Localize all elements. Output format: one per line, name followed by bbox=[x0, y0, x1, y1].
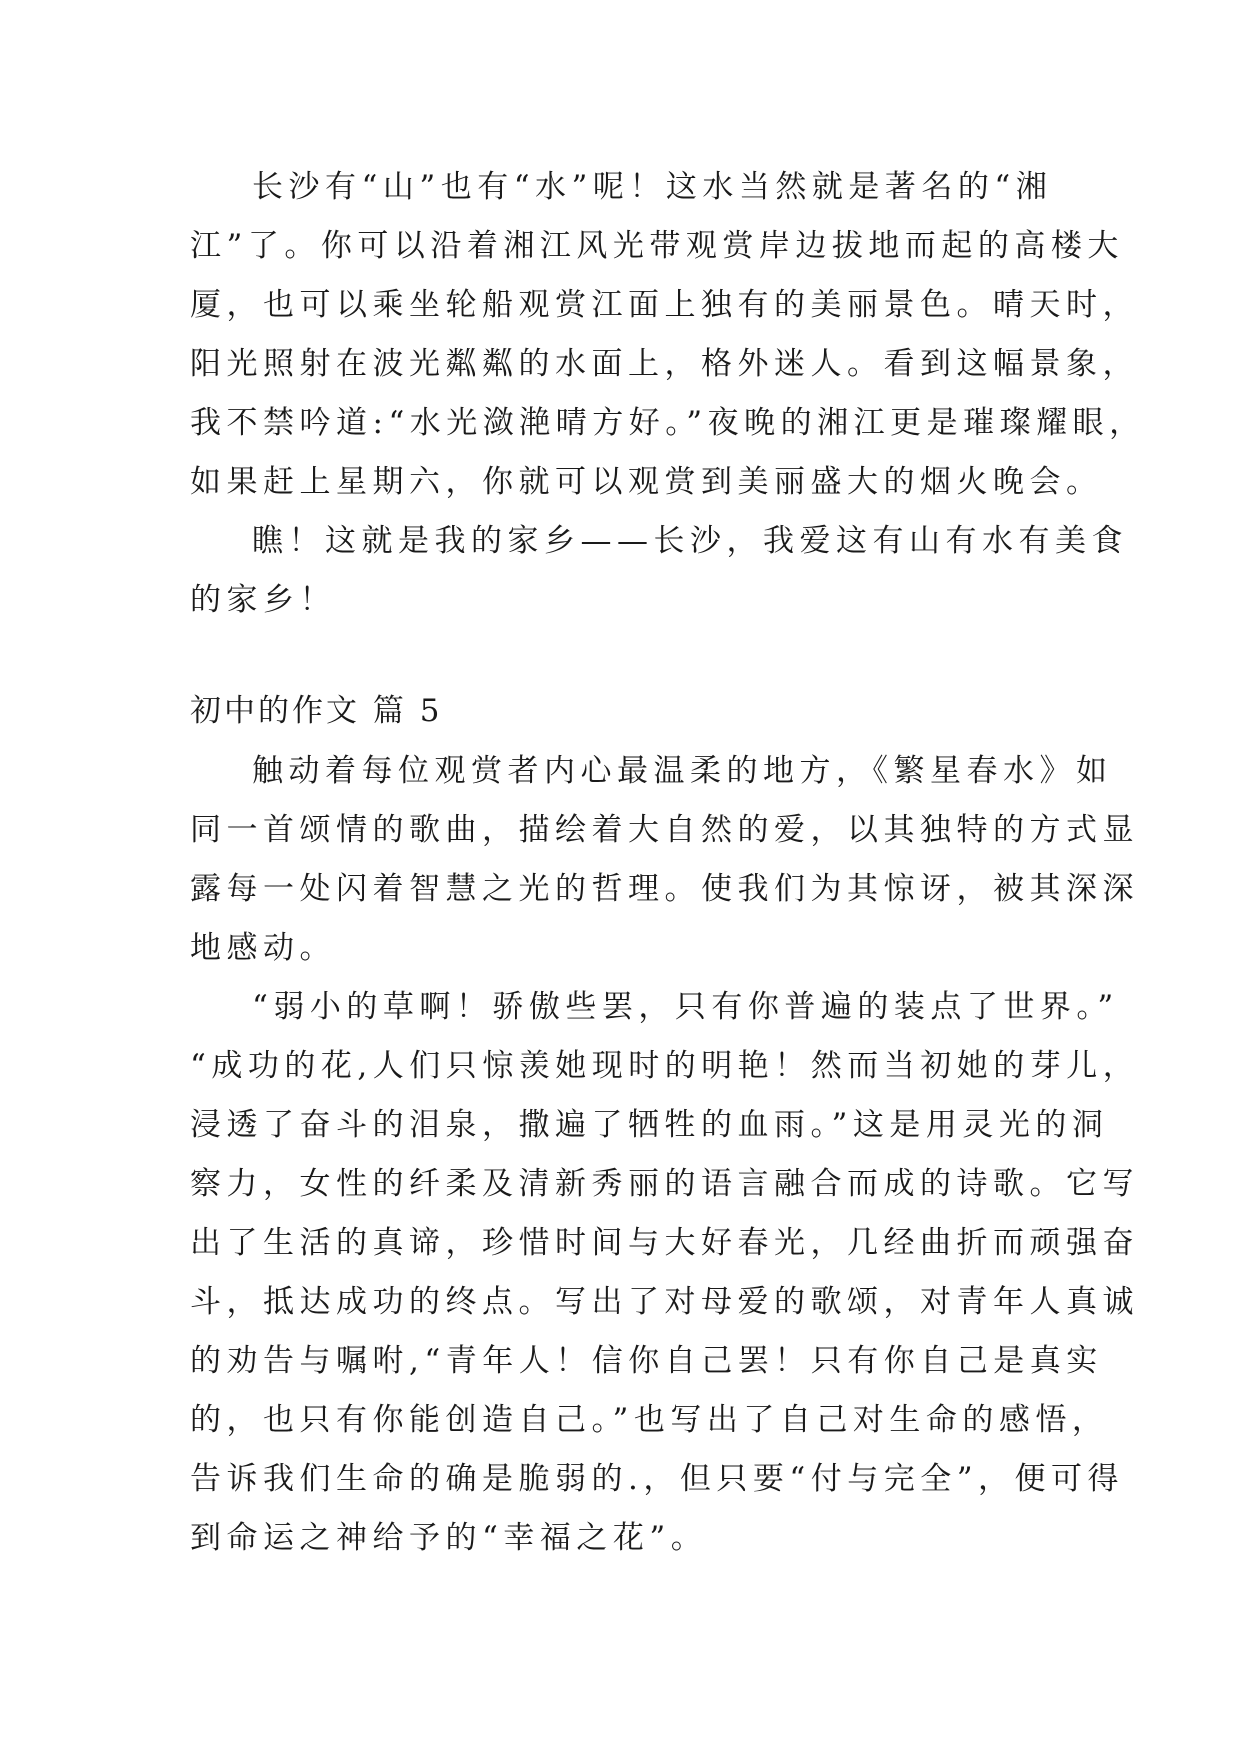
text-line: 到命运之神给予的“幸福之花”。 bbox=[190, 1520, 708, 1556]
text-line: 厦，也可以乘坐轮船观赏江面上独有的美丽景色。晴天时， bbox=[190, 287, 1139, 323]
text-line: 露每一处闪着智慧之光的哲理。使我们为其惊讶，被其深深 bbox=[190, 871, 1139, 907]
text-line: 我不禁吟道:“水光潋滟晴方好。”夜晚的湘江更是璀璨耀眼， bbox=[190, 405, 1146, 441]
section-heading: 初中的作文 篇 5 bbox=[190, 693, 443, 729]
text-line: 浸透了奋斗的泪泉，撒遍了牺牲的血雨。”这是用灵光的洞 bbox=[190, 1107, 1109, 1143]
text-line: 出了生活的真谛，珍惜时间与大好春光，几经曲折而顽强奋 bbox=[190, 1225, 1139, 1261]
text-line: 如果赶上星期六，你就可以观赏到美丽盛大的烟火晚会。 bbox=[190, 464, 1103, 500]
text-line: 斗，抵达成功的终点。写出了对母爱的歌颂，对青年人真诚 bbox=[190, 1284, 1139, 1320]
text-line: 察力，女性的纤柔及清新秀丽的语言融合而成的诗歌。它写 bbox=[190, 1166, 1139, 1202]
text-line: “成功的花,人们只惊羡她现时的明艳！然而当初她的芽儿， bbox=[190, 1048, 1140, 1084]
text-line: 同一首颂情的歌曲，描绘着大自然的爱，以其独特的方式显 bbox=[190, 812, 1139, 848]
text-line: 告诉我们生命的确是脆弱的.，但只要“付与完全”，便可得 bbox=[190, 1461, 1125, 1497]
text-line: 的，也只有你能创造自己。”也写出了自己对生命的感悟， bbox=[190, 1402, 1109, 1438]
text-line: 的劝告与嘱咐,“青年人！信你自己罢！只有你自己是真实 bbox=[190, 1343, 1103, 1379]
text-line: 长沙有“山”也有“水”呢！这水当然就是著名的“湘 bbox=[252, 169, 1053, 205]
text-line: 的家乡！ bbox=[190, 582, 336, 618]
text-line: “弱小的草啊！骄傲些罢，只有你普遍的装点了世界。” bbox=[252, 989, 1119, 1025]
text-line: 阳光照射在波光粼粼的水面上，格外迷人。看到这幅景象， bbox=[190, 346, 1139, 382]
text-line: 瞧！这就是我的家乡——长沙，我爱这有山有水有美食 bbox=[252, 523, 1128, 559]
text-line: 触动着每位观赏者内心最温柔的地方，《繁星春水》如 bbox=[252, 753, 1113, 789]
text-line: 江”了。你可以沿着湘江风光带观赏岸边拔地而起的高楼大 bbox=[190, 228, 1124, 264]
text-line: 地感动。 bbox=[190, 930, 336, 966]
